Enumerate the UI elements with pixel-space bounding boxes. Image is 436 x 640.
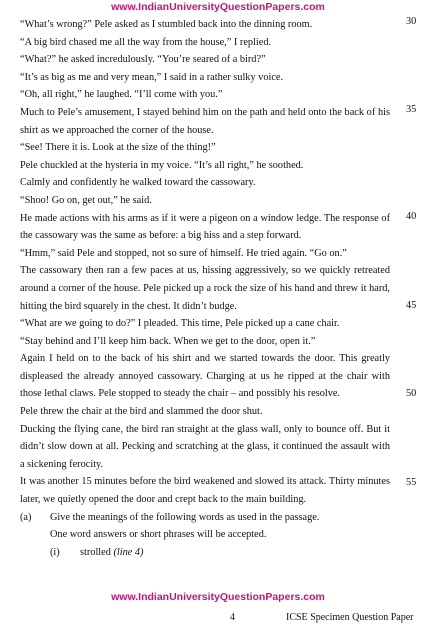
passage-line: “See! There it is. Look at the size of the thing!” <box>20 142 216 154</box>
line-number: 55 <box>406 477 417 488</box>
line-number: 50 <box>406 388 417 399</box>
paper-title: ICSE Specimen Question Paper <box>286 612 414 623</box>
line-number: 40 <box>406 211 417 222</box>
passage-line: Again I held on to the back of his shirt and we started towards the door. This greatly displeased the already annoyed cassowary. Charging at us he ripped at the chair with those lethal claws. Pele stopped to steady the chair – and possibly his resolve. <box>20 353 390 400</box>
line-number: 45 <box>406 300 417 311</box>
line-number: 35 <box>406 104 417 115</box>
passage-line: The cassowary then ran a few paces at us, hissing aggressively, so we quickly retreated around a corner of the house. Pele picked up a rock the size of his hand and threw it hard, hitting the bird squarely in the chest. It didn’t budge. <box>20 265 390 312</box>
question-a <box>20 509 390 527</box>
passage <box>20 16 390 561</box>
question-item-word: strolled <box>80 546 111 558</box>
question-item-ref: (line 4) <box>113 546 144 558</box>
watermark-bottom[interactable]: www.IndianUniversityQuestionPapers.com <box>111 591 325 603</box>
question-note: One word answers or short phrases will be accepted. <box>50 529 267 541</box>
passage-line: “What’s wrong?” Pele asked as I stumbled back into the dinning room. <box>20 19 313 30</box>
passage-line: “It’s as big as me and very mean,” I said in a rather sulky voice. <box>20 71 284 83</box>
question-item <box>20 544 390 562</box>
passage-line: Pele threw the chair at the bird and slammed the door shut. <box>20 406 263 418</box>
passage-line: Ducking the flying cane, the bird ran straight at the glass wall, only to bounce off. But it didn’t slow down at all. Pecking and scratching at the glass, it continued the assault with a sickening ferocity. <box>20 423 390 470</box>
page-number: 4 <box>230 612 235 623</box>
passage-line: “Hmm,” said Pele and stopped, not so sure of himself. He tried again. “Go on.” <box>20 247 347 259</box>
watermark-top[interactable]: www.IndianUniversityQuestionPapers.com <box>111 1 325 13</box>
passage-line: “Shoo! Go on, get out,” he said. <box>20 194 152 206</box>
question-text: Give the meanings of the following words as used in the passage. <box>50 511 320 523</box>
passage-line: “Stay behind and I’ll keep him back. When we get to the door, open it.” <box>20 335 316 347</box>
passage-line: “A big bird chased me all the way from the house,” I replied. <box>20 36 272 48</box>
line-number: 30 <box>406 16 417 27</box>
question-item-label: (i) <box>50 546 60 558</box>
passage-line: It was another 15 minutes before the bird weakened and slowed its attack. Thirty minutes later, we quietly opened the door and crept back to the main building. <box>20 476 390 506</box>
passage-line: Calmly and confidently he walked toward the cassowary. <box>20 177 256 189</box>
question-label: (a) <box>20 511 32 523</box>
passage-line: He made actions with his arms as if it were a pigeon on a window ledge. The response of the cassowary was the same as before: a big hiss and a step forward. <box>20 212 390 242</box>
passage-line: “What?” he asked incredulously. “You’re seared of a bird?” <box>20 54 266 66</box>
passage-line: “Oh, all right,” he laughed. “I’ll come with you.” <box>20 89 223 101</box>
passage-line: Much to Pele’s amusement, I stayed behind him on the path and held onto the back of his shirt as we approached the corner of the house. <box>20 106 390 136</box>
passage-line: Pele chuckled at the hysteria in my voice. “It’s all right,” he soothed. <box>20 159 304 171</box>
passage-line: “What are we going to do?” I pleaded. This time, Pele picked up a cane chair. <box>20 318 340 330</box>
